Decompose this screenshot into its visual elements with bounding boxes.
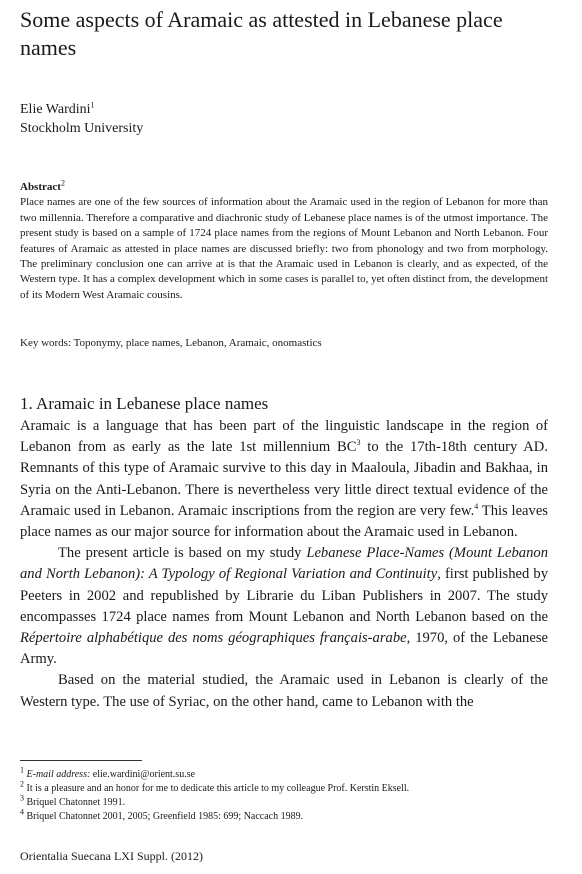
author-block [20,100,143,138]
abstract-heading: Abstract [20,181,61,193]
section-heading: 1. Aramaic in Lebanese place names [20,394,269,413]
journal-footer: Orientalia Suecana LXI Suppl. (2012) [20,849,203,863]
paragraph-3: Based on the material studied, the Aramaic used in Lebanon is clearly of the Western type. The use of Syriac, on the other hand, came to Lebanon with the [20,672,548,710]
author-affiliation: Stockholm University [20,121,144,136]
paragraph-2: The present article is based on my study Lebanese Place-Names (Mount Lebanon and North Lebanon): A Typology of Regional Variation and Continuity, first published by Peeters in 2002 and republished by Librarie du Liban Publishers in 2007. The study encompasses 1724 place names from Mount Lebanon and North Lebanon based on the Répertoire alphabétique des noms géographiques français-arabe, 1970, of the Lebanese Army. [20,545,549,668]
footnote: $^1$ E-mail address: elie.wardini@orient.su.se [20,765,196,780]
footnote-divider [20,760,142,761]
footnote: $^2$ It is a pleasure and an honor for me to dedicate this article to my colleague Prof. Kerstin Eksell. [20,779,410,794]
abstract-text: Place names are one of the few sources of information about the Aramaic used in the region of Lebanon for more than two millennia. Therefore a comparative and diachronic study of Lebanese place names is of the utmost importance. The present study is based on a sample of 1724 place names from the regions of Mount Lebanon and North Lebanon. Four features of Aramaic as attested in place names are discussed briefly: two from phonology and two from morphology. The preliminary conclusion one can arrive at is that the Aramaic used in Lebanon is clearly, and as expected, of the Western type. It has a complex development which in some cases is parallel to, yet often distinct from, the development of its Modern West Aramaic cousins. [20,196,548,301]
abstract [20,180,548,303]
footnote-ref: 1 [90,100,95,110]
footnote: $^3$ Briquel Chatonnet 1991. [20,793,126,808]
keywords: Key words: Toponymy, place names, Lebanon, Aramaic, onomastics [20,337,322,349]
body-text [20,416,548,713]
paper-title: Some aspects of Aramaic as attested in Lebanese place names [20,7,503,60]
paragraph-1: Aramaic is a language that has been part of the linguistic landscape in the region of Lebanon from as early as the late 1st millennium $BC^3$ to the 17th-18th century AD. Remnants of this type of Aramaic survive to this day in Maaloula, Jibadin and Bakhaa, in Syria on the Anti-Lebanon. There is nevertheless very little direct textual evidence of the Aramaic used in Lebanon. Aramaic inscriptions from the region are very few.$^4$ This leaves place names as our major source for information about the Aramaic used in Lebanon. [20,418,548,541]
author-name: Elie Wardini$^1$ [20,100,95,117]
footnotes [20,765,548,824]
footnote-ref: 3 [356,438,361,448]
footnote-ref: 4 [474,501,479,511]
footnote-ref: 2 [60,178,65,188]
footnote: $^4$ Briquel Chatonnet 2001, 2005; Greenfield 1985: 699; Naccach 1989. [20,807,304,822]
